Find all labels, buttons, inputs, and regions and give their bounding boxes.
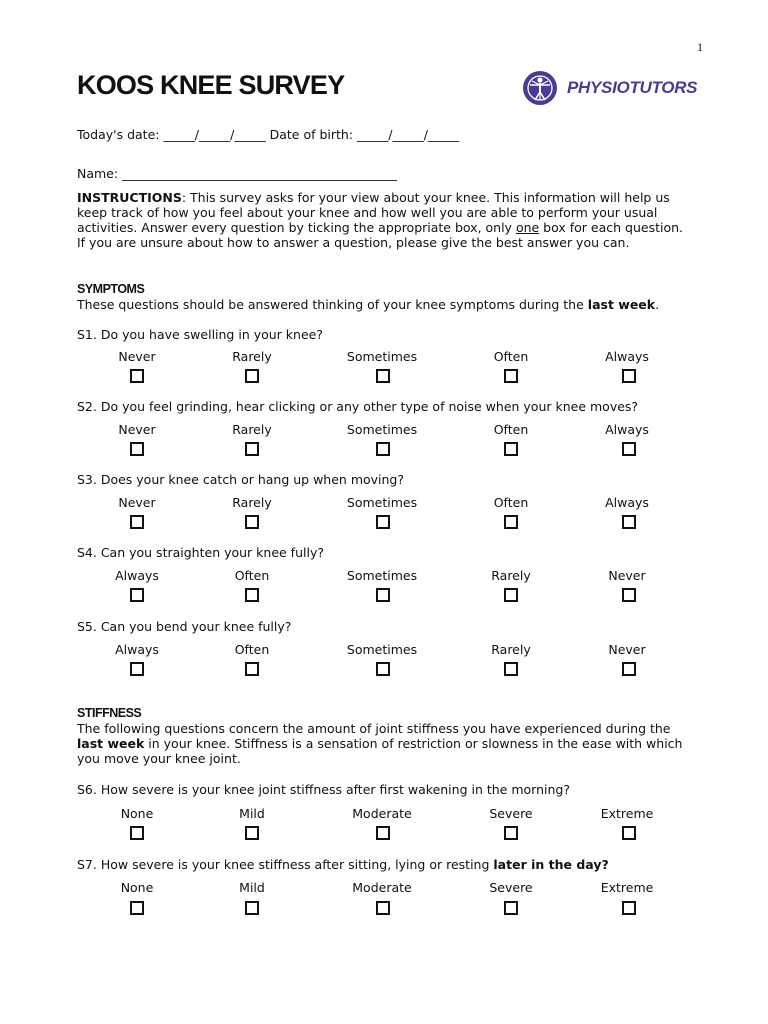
question-s6: S6. How severe is your knee joint stiffness after first wakening in the morning?	[77, 782, 570, 797]
option-label: Rarely	[491, 642, 531, 657]
answer-checkbox[interactable]	[622, 826, 636, 840]
symptoms-intro	[77, 297, 687, 312]
answer-checkbox[interactable]	[376, 662, 390, 676]
option-label: Moderate	[352, 880, 412, 895]
option-label: Never	[608, 568, 646, 583]
question-s5: S5. Can you bend your knee fully?	[77, 619, 292, 634]
stiffness-heading: STIFFNESS	[77, 706, 142, 720]
question-s1: S1. Do you have swelling in your knee?	[77, 327, 323, 342]
answer-checkbox[interactable]	[504, 442, 518, 456]
answer-checkbox[interactable]	[245, 662, 259, 676]
answer-checkbox[interactable]	[376, 588, 390, 602]
option-label: Never	[608, 642, 646, 657]
stiffness-intro-text: The following questions concern the amount of joint stiffness you have experienced during the	[77, 721, 671, 736]
brand-name: PHYSIOTUTORS	[567, 78, 698, 97]
answer-checkbox[interactable]	[130, 662, 144, 676]
instructions-underlined: one	[515, 220, 540, 235]
option-label: Often	[234, 642, 270, 657]
question-s7-bold: later in the day?	[493, 857, 609, 872]
answer-checkbox[interactable]	[622, 369, 636, 383]
answer-checkbox[interactable]	[504, 369, 518, 383]
symptoms-intro-text: These questions should be answered thinking of your knee symptoms during the	[77, 297, 588, 312]
option-label: Always	[115, 642, 159, 657]
answer-checkbox[interactable]	[130, 901, 144, 915]
symptoms-intro-bold: last week	[587, 297, 656, 312]
option-label: Mild	[239, 880, 265, 895]
answer-checkbox[interactable]	[245, 369, 259, 383]
option-label: Rarely	[232, 495, 272, 510]
option-label: Sometimes	[346, 495, 418, 510]
option-label: Sometimes	[346, 422, 418, 437]
answer-checkbox[interactable]	[376, 515, 390, 529]
symptoms-heading: SYMPTOMS	[77, 282, 145, 296]
answer-checkbox[interactable]	[622, 588, 636, 602]
option-label: Never	[118, 495, 156, 510]
option-label: Rarely	[232, 422, 272, 437]
answer-checkbox[interactable]	[504, 826, 518, 840]
option-label: Often	[493, 422, 529, 437]
answer-checkbox[interactable]	[504, 662, 518, 676]
option-label: Rarely	[232, 349, 272, 364]
answer-checkbox[interactable]	[376, 901, 390, 915]
answer-checkbox[interactable]	[622, 662, 636, 676]
question-s7	[77, 857, 609, 872]
name-field-line[interactable]: Name: ____________________________________________	[77, 166, 398, 181]
answer-checkbox[interactable]	[130, 588, 144, 602]
option-label: Mild	[239, 806, 265, 821]
question-s3: S3. Does your knee catch or hang up when moving?	[77, 472, 405, 487]
question-s7-text: S7. How severe is your knee stiffness after sitting, lying or resting	[77, 857, 494, 872]
option-label: Moderate	[352, 806, 412, 821]
answer-checkbox[interactable]	[622, 515, 636, 529]
option-label: Always	[605, 349, 649, 364]
answer-checkbox[interactable]	[130, 826, 144, 840]
option-label: Sometimes	[346, 568, 418, 583]
answer-checkbox[interactable]	[622, 442, 636, 456]
option-label: Often	[234, 568, 270, 583]
option-label: Severe	[489, 880, 533, 895]
answer-checkbox[interactable]	[130, 515, 144, 529]
instructions-paragraph	[77, 190, 687, 250]
answer-checkbox[interactable]	[376, 369, 390, 383]
physiotutors-logo	[523, 71, 698, 107]
option-label: Extreme	[600, 880, 654, 895]
instructions-label: INSTRUCTIONS	[77, 190, 182, 205]
option-label: Often	[493, 495, 529, 510]
symptoms-intro-end: .	[655, 297, 660, 312]
option-label: Always	[115, 568, 159, 583]
option-label: Always	[605, 495, 649, 510]
option-label: Extreme	[600, 806, 654, 821]
answer-checkbox[interactable]	[504, 901, 518, 915]
option-label: Always	[605, 422, 649, 437]
question-s4: S4. Can you straighten your knee fully?	[77, 545, 324, 560]
answer-checkbox[interactable]	[130, 442, 144, 456]
answer-checkbox[interactable]	[130, 369, 144, 383]
answer-checkbox[interactable]	[245, 826, 259, 840]
answer-checkbox[interactable]	[622, 901, 636, 915]
option-label: None	[120, 880, 154, 895]
option-label: Rarely	[491, 568, 531, 583]
stiffness-intro	[77, 721, 687, 766]
option-label: Never	[118, 349, 156, 364]
answer-checkbox[interactable]	[504, 588, 518, 602]
answer-checkbox[interactable]	[245, 515, 259, 529]
option-label: Severe	[489, 806, 533, 821]
question-s2: S2. Do you feel grinding, hear clicking or any other type of noise when your knee moves?	[77, 399, 639, 414]
instructions-text-end: box for each question. If you are unsure about how to answer a question, please give the best answer you can.	[77, 220, 684, 250]
page-number: 1	[697, 40, 703, 54]
answer-checkbox[interactable]	[245, 588, 259, 602]
option-label: Sometimes	[346, 642, 418, 657]
page-title: KOOS KNEE SURVEY	[77, 70, 345, 100]
answer-checkbox[interactable]	[376, 826, 390, 840]
answer-checkbox[interactable]	[245, 901, 259, 915]
answer-checkbox[interactable]	[504, 515, 518, 529]
answer-checkbox[interactable]	[245, 442, 259, 456]
stiffness-intro-end: in your knee. Stiffness is a sensation of restriction or slowness in the ease with which you move your knee joint.	[77, 736, 683, 766]
answer-checkbox[interactable]	[376, 442, 390, 456]
stiffness-intro-bold: last week	[77, 736, 145, 751]
instructions-text: : This survey asks for your view about your knee. This information will help us keep track of how you feel about your knee and how well you are able to perform your usual activities. Answer every question by ticking the appropriate box, only	[77, 190, 670, 235]
vitruvian-man-icon	[523, 71, 557, 105]
option-label: Often	[493, 349, 529, 364]
option-label: Never	[118, 422, 156, 437]
option-label: None	[120, 806, 154, 821]
dates-field-line[interactable]: Today's date: _____/_____/_____ Date of birth: _____/_____/_____	[77, 127, 460, 142]
option-label: Sometimes	[346, 349, 418, 364]
